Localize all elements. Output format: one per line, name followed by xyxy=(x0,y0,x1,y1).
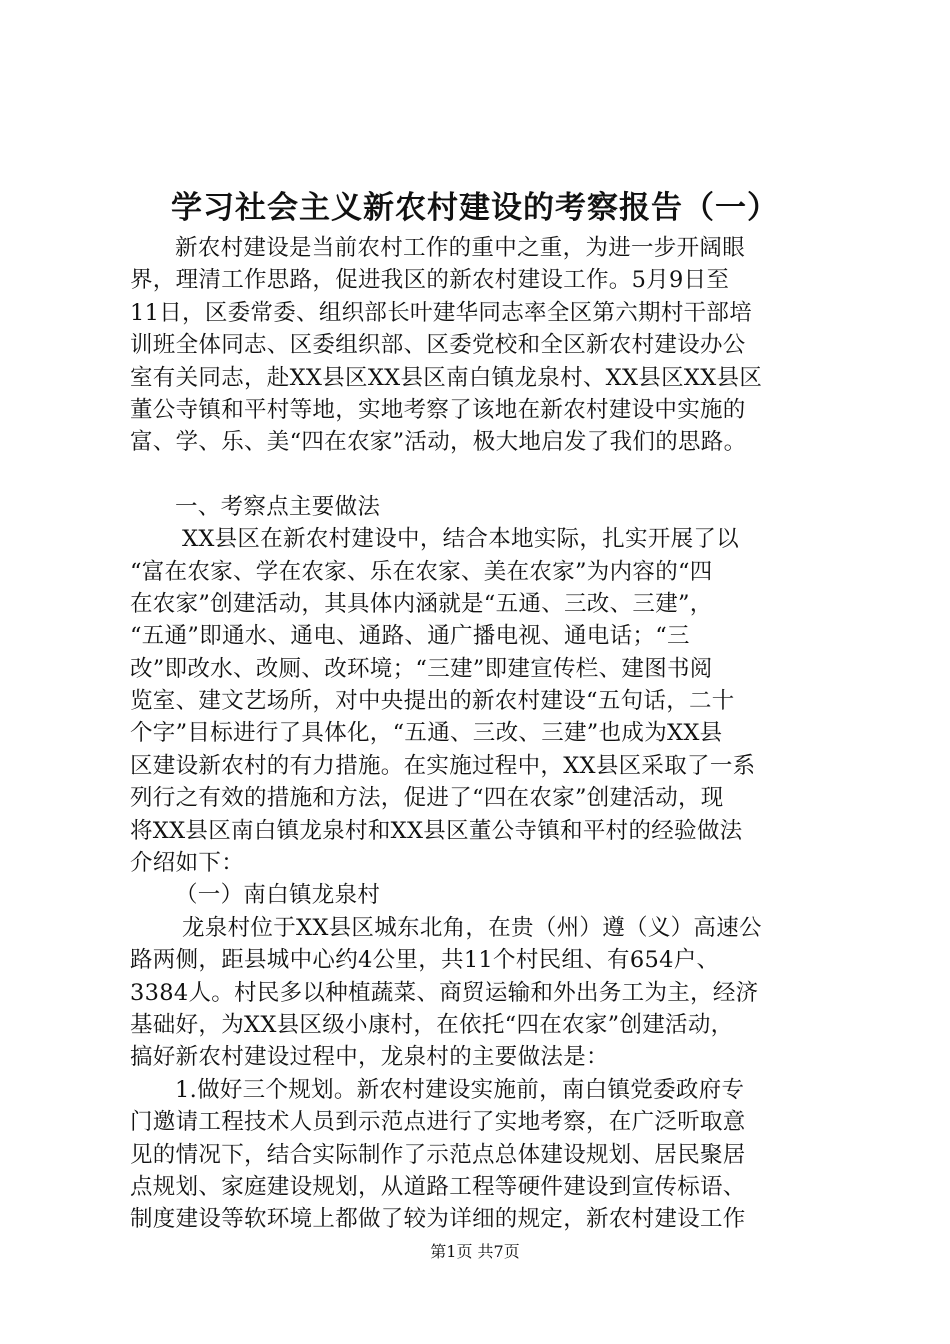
paragraph-line: 区建设新农村的有力措施。在实施过程中，XX县区采取了一系 xyxy=(130,752,756,779)
paragraph-line: 览室、建文艺场所，对中央提出的新农村建设“五句话，二十 xyxy=(130,688,735,715)
page-number-footer: 第1页 共7页 xyxy=(430,1242,520,1261)
paragraph-line: 门邀请工程技术人员到示范点进行了实地考察，在广泛听取意 xyxy=(130,1109,746,1136)
subsection-heading: （一）南白镇龙泉村 xyxy=(175,882,381,909)
paragraph-line: 界，理清工作思路，促进我区的新农村建设工作。5月9日至 xyxy=(130,267,730,294)
paragraph-line: 见的情况下，结合实际制作了示范点总体建设规划、居民聚居 xyxy=(130,1141,746,1168)
paragraph-line: 训班全体同志、区委组织部、区委党校和全区新农村建设办公 xyxy=(130,332,746,359)
paragraph-line: “五通”即通水、通电、通路、通广播电视、通电话；“三 xyxy=(130,623,690,650)
paragraph-line: 1.做好三个规划。新农村建设实施前，南白镇党委政府专 xyxy=(175,1076,745,1103)
paragraph-line: XX县区在新农村建设中，结合本地实际，扎实开展了以 xyxy=(182,526,740,553)
paragraph-line: 3384人。村民多以种植蔬菜、商贸运输和外出务工为主，经济 xyxy=(130,979,759,1006)
paragraph-line: 制度建设等软环境上都做了较为详细的规定，新农村建设工作 xyxy=(130,1206,746,1233)
paragraph-line: 搞好新农村建设过程中，龙泉村的主要做法是： xyxy=(130,1044,609,1071)
paragraph-line: 改”即改水、改厕、改环境；“三建”即建宣传栏、建图书阅 xyxy=(130,655,713,682)
document-title: 学习社会主义新农村建设的考察报告（一） xyxy=(171,190,779,226)
paragraph-line: 路两侧，距县城中心约4公里，共11个村民组、有654户、 xyxy=(130,947,720,974)
paragraph-line: “富在农家、学在农家、乐在农家、美在农家”为内容的“四 xyxy=(130,558,713,585)
paragraph-line: 个字”目标进行了具体化，“五通、三改、三建”也成为XX县 xyxy=(130,720,723,747)
paragraph-line: 在农家”创建活动，其具体内涵就是“五通、三改、三建”， xyxy=(130,590,713,617)
paragraph-gap xyxy=(130,459,830,491)
paragraph-line: 介绍如下： xyxy=(130,850,245,877)
paragraph-line: 列行之有效的措施和方法，促进了“四在农家”创建活动，现 xyxy=(130,785,724,812)
paragraph-line: 富、学、乐、美“四在农家”活动，极大地启发了我们的思路。 xyxy=(130,429,747,456)
paragraph-line: 董公寺镇和平村等地，实地考察了该地在新农村建设中实施的 xyxy=(130,396,746,423)
paragraph-line: 点规划、家庭建设规划，从道路工程等硬件建设到宣传标语、 xyxy=(130,1173,746,1200)
section-heading: 一、考察点主要做法 xyxy=(175,493,381,520)
paragraph-line: 11日，区委常委、组织部长叶建华同志率全区第六期村干部培 xyxy=(130,299,753,326)
paragraph-line: 室有关同志，赴XX县区XX县区南白镇龙泉村、XX县区XX县区 xyxy=(130,364,763,391)
document-body xyxy=(130,232,830,1236)
paragraph-line: 将XX县区南白镇龙泉村和XX县区董公寺镇和平村的经验做法 xyxy=(130,817,743,844)
paragraph-line: 新农村建设是当前农村工作的重中之重，为进一步开阔眼 xyxy=(175,235,746,261)
paragraph-line: 龙泉村位于XX县区城东北角，在贵（州）遵（义）高速公 xyxy=(182,914,762,941)
paragraph-line: 基础好，为XX县区级小康村，在依托“四在农家”创建活动， xyxy=(130,1011,734,1038)
